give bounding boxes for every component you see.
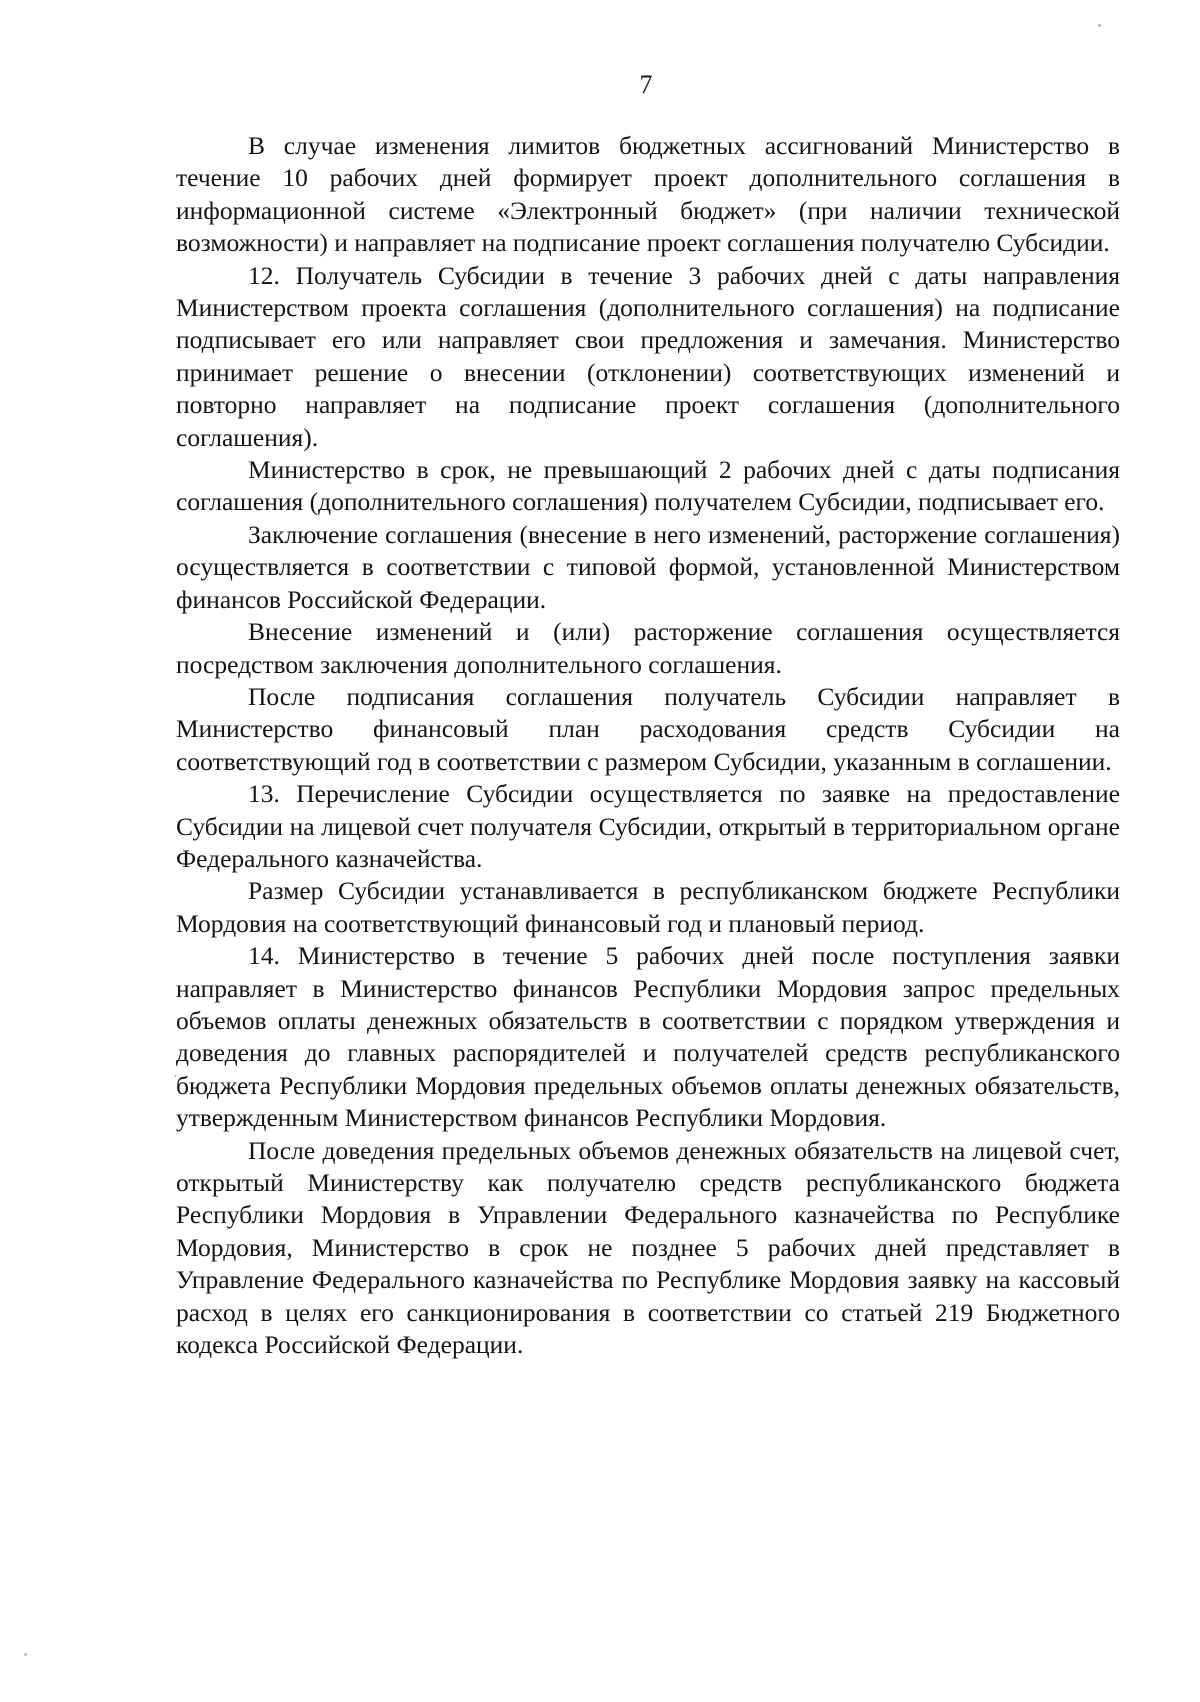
paragraph-item-13: 13. Перечисление Субсидии осуществляется по заявке на предоставление Субсидии на лицевой счет получателя Субсидии, открытый в территориальном органе Федерального казначейства. bbox=[176, 779, 1120, 873]
paragraph-subsidy-amount: Размер Субсидии устанавливается в республиканском бюджете Республики Мордовия на соответствующий финансовый год и плановый период. bbox=[176, 876, 1120, 938]
paragraph-agreement-conclusion: Заключение соглашения (внесение в него изменений, расторжение соглашения) осуществляется в соответствии с типовой формой, установленной Министерством финансов Российской Федерации. bbox=[176, 519, 1120, 614]
paragraph-amendment-termination: Внесение изменений и (или) расторжение соглашения осуществляется посредством заключения дополнительного соглашения. bbox=[176, 617, 1120, 679]
scan-speck bbox=[24, 1653, 27, 1656]
paragraph-cash-expense-request: После доведения предельных объемов денежных обязательств на лицевой счет, открытый Министерству как получателю средств республиканского бюджета Республики Мордовия в Управлении Федерального казначейства по Республике Мордовия, Министерство в срок не позднее 5 рабочих дней представляет в Управление Федерального казначейства по Республике Мордовия заявку на кассовый расход в целях его санкционирования в соответствии со статьей 219 Бюджетного кодекса Российской Федерации. bbox=[176, 1135, 1120, 1360]
document-body bbox=[176, 130, 1120, 1361]
paragraph-financial-plan: После подписания соглашения получатель Субсидии направляет в Министерство финансовый план расходования средств Субсидии на соответствующий год в соответствии с размером Субсидии, указанным в соглашении. bbox=[176, 681, 1120, 776]
scan-speck bbox=[174, 1075, 176, 1077]
paragraph-ministry-signing: Министерство в срок, не превышающий 2 рабочих дней с даты подписания соглашения (дополнительного соглашения) получателем Субсидии, подписывает его. bbox=[176, 455, 1120, 517]
page-number: 7 bbox=[639, 70, 653, 99]
paragraph-item-12: 12. Получатель Субсидии в течение 3 рабочих дней с даты направления Министерством проекта соглашения (дополнительного соглашения) на подписание подписывает его или направляет свои предложения и замечания. Министерство принимает решение о внесении (отклонении) соответствующих изменений и повторно направляет на подписание проект соглашения (дополнительного соглашения). bbox=[176, 260, 1120, 452]
paragraph-item-14: 14. Министерство в течение 5 рабочих дней после поступления заявки направляет в Министерство финансов Республики Мордовия запрос предельных объемов оплаты денежных обязательств в соответствии с порядком утверждения и доведения до главных распорядителей и получателей средств республиканского бюджета Республики Мордовия предельных объемов оплаты денежных обязательств, утвержденным Министерством финансов Республики Мордовия. bbox=[176, 941, 1120, 1133]
scan-speck bbox=[1098, 24, 1101, 27]
paragraph-budget-limits-change: В случае изменения лимитов бюджетных ассигнований Министерство в течение 10 рабочих дней формирует проект дополнительного соглашения в информационной системе «Электронный бюджет» (при наличии технической возможности) и направляет на подписание проект соглашения получателю Субсидии. bbox=[176, 131, 1120, 258]
